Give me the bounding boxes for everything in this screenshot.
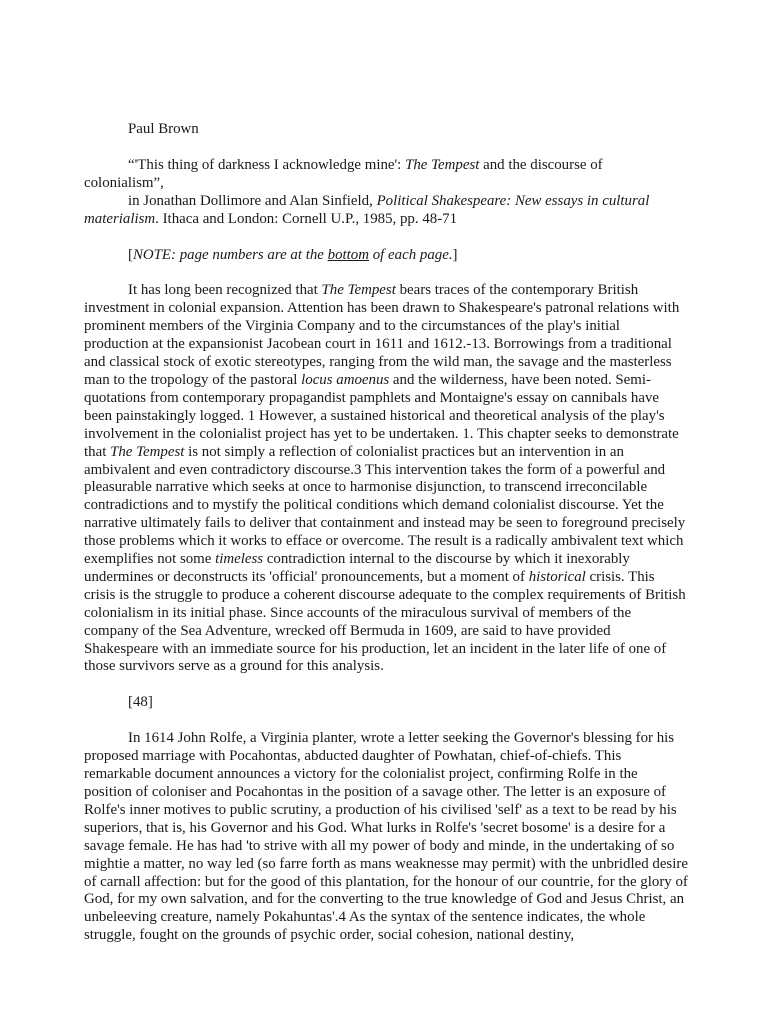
p1-text-4: is not simply a reflection of colonialist practices but an intervention in an ambivalent and even contradictory discourse.3 This intervention takes the form of a powerful and pleasurable narrative which seeks at once to harmonise disjunction, to transcend irreconcilable contradictions and to mystify the political conditions which demand colonialist discourse. Yet the narrative ultimately fails to deliver that containment and instead may be seen to foreground precisely those problems which it works to efface or overcome. The result is a radically ambivalent text which exemplifies not some (84, 443, 686, 568)
note-open-bracket: [ (128, 246, 133, 263)
citation-title-line2: colonialism”, (84, 174, 164, 191)
body-paragraph-1 (84, 282, 688, 676)
p1-italic-3: The Tempest (110, 443, 185, 460)
p1-text-2: bears traces of the contemporary British investment in colonial expansion. Attention has been drawn to Shakespeare's patronal relations with prominent members of the Virginia Company and to the circumstances of the play's initial production at the expansionist Jacobean court in 1611 and 1612.-13. Borrowings from a traditional and classical stock of exotic stereotypes, ranging from the wild man, the savage and the masterless man to the tropology of the pastoral (84, 282, 680, 388)
note-text-a: NOTE: page numbers are at the (132, 246, 328, 263)
citation-source-book-title-2: materialism (84, 210, 156, 227)
author-text: Paul Brown (128, 121, 199, 137)
citation-source-publisher: . Ithaca and London: Cornell U.P., 1985, pp. 48-71 (155, 210, 458, 227)
citation-title-open: “'This thing of darkness I acknowledge mine': (128, 156, 406, 173)
citation-title-close: and the discourse of (479, 156, 603, 173)
note-text-b: of each page. (369, 246, 453, 263)
document-page (84, 121, 688, 963)
p1-italic-1: The Tempest (321, 282, 396, 299)
citation-title-line1 (84, 157, 603, 173)
page-number-marker (84, 694, 688, 712)
author-name (84, 121, 688, 139)
body-paragraph-2 (84, 730, 688, 945)
citation-source-book-title: Political Shakespeare: New essays in cultural (376, 192, 650, 209)
p1-italic-4: timeless (215, 551, 264, 568)
page-note (84, 247, 688, 265)
citation-source-line2 (84, 211, 457, 227)
citation-source-pre: in Jonathan Dollimore and Alan Sinfield, (128, 192, 377, 209)
note-close-bracket: ] (452, 246, 458, 263)
p1-italic-5: historical (528, 568, 586, 585)
page-marker-text: [48] (128, 694, 153, 711)
p2-text: In 1614 John Rolfe, a Virginia planter, wrote a letter seeking the Governor's blessing for his proposed marriage with Pocahontas, abducted daughter of Powhatan, chief-of-chiefs. This remarkable document announces a victory for the colonialist project, confirming Rolfe in the position of coloniser and Pocahontas in the position of a savage other. The letter is an exposure of Rolfe's inner motives to public scrutiny, a production of his civilised 'self' as a text to be read by his superiors, that is, his Governor and his God. What lurks in Rolfe's 'secret bosome' is a desire for a savage female. He has had 'to strive with all my power of body and minde, in the undertaking of so mightie a matter, no way led (so farre forth as mans weaknesse may permit) with the unbridled desire of carnall affection: but for the good of this plantation, for the honour of our countrie, for the glory of God, for my own salvation, and for the converting to the true knowledge of God and Jesus Christ, an unbeleeving creature, namely Pokahuntas'.4 As the syntax of the sentence indicates, the whole struggle, fought on the grounds of psychic order, social cohesion, national destiny, (84, 730, 688, 944)
p1-text-5: contradiction internal to the discourse by which it inexorably undermines or deconstructs its 'official' pronouncements, but a moment of (84, 551, 630, 585)
p1-text-6: crisis. This crisis is the struggle to produce a coherent discourse adequate to the complex requirements of British colonialism in its initial phase. Since accounts of the miraculous survival of members of the company of the Sea Adventure, wrecked off Bermuda in 1609, are said to have provided Shakespeare with an immediate source for his production, let an incident in the later life of one of those survivors serve as a ground for this analysis. (84, 568, 686, 675)
p1-text-3: and the wilderness, have been noted. Semi-quotations from contemporary propagandist pamphlets and Montaigne's essay on cannibals have been painstakingly logged. 1 However, a sustained historical and theoretical analysis of the play's involvement in the colonialist project has yet to be undertaken. 1. This chapter seeks to demonstrate that (84, 371, 679, 460)
citation-title-play: The Tempest (405, 156, 480, 173)
citation-source-line1 (84, 193, 649, 209)
citation-block (84, 157, 688, 229)
note-underlined-word: bottom (327, 246, 370, 263)
p1-text-1: It has long been recognized that (128, 282, 322, 299)
p1-italic-2: locus amoenus (301, 371, 390, 388)
